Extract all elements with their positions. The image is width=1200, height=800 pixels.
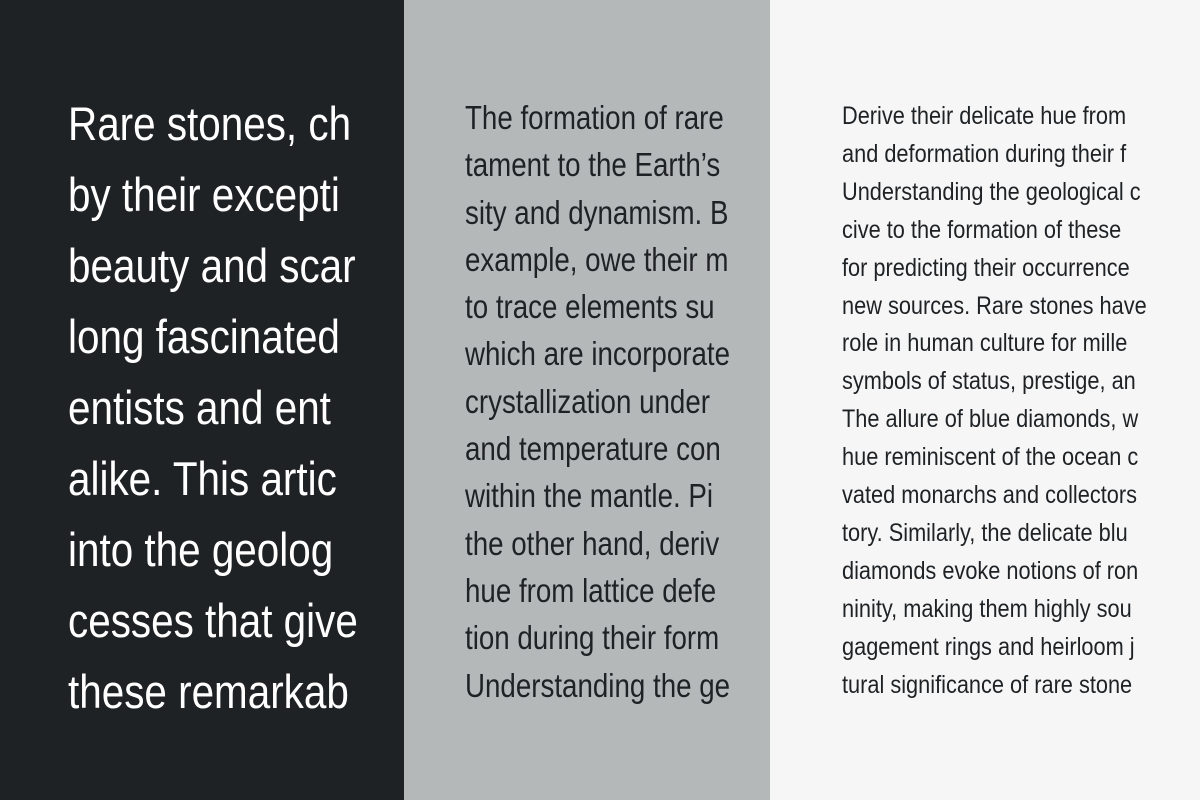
text-line: cesses that give (68, 594, 358, 647)
light-text-panel (770, 0, 1200, 800)
text-line: these remarkab (68, 665, 349, 718)
text-line: into the geolog (68, 523, 334, 576)
text-line: hue from lattice defe (465, 571, 717, 609)
text-line: the other hand, deriv (465, 524, 720, 562)
text-line: symbols of status, prestige, an (842, 367, 1136, 396)
text-line: sity and dynamism. B (465, 193, 729, 231)
text-line: example, owe their m (465, 240, 729, 278)
text-line: The allure of blue diamonds, w (842, 405, 1139, 434)
text-line: within the mantle. Pi (465, 477, 714, 515)
gray-panel-text-block (465, 94, 730, 709)
text-line: crystallization under (465, 382, 710, 420)
text-line: tory. Similarly, the delicate blu (842, 518, 1128, 547)
text-line: Derive their delicate hue from (842, 102, 1127, 130)
text-line: to trace elements su (465, 288, 715, 326)
text-line: role in human culture for mille (842, 329, 1128, 358)
text-line: for predicting their occurrence (842, 253, 1130, 282)
text-line: gagement rings and heirloom j (842, 632, 1135, 661)
text-line: new sources. Rare stones have (842, 291, 1147, 320)
text-line: Understanding the geological c (842, 177, 1141, 206)
text-line: and temperature con (465, 430, 721, 468)
gray-text-panel (404, 0, 770, 800)
text-line: by their excepti (68, 168, 340, 221)
text-line: beauty and scar (68, 239, 356, 292)
text-line: entists and ent (68, 381, 331, 434)
text-line: alike. This artic (68, 452, 337, 505)
text-line: The formation of rare (465, 99, 724, 136)
dark-text-panel (0, 0, 404, 800)
text-line: tament to the Earth’s (465, 146, 721, 184)
text-line: tion during their form (465, 619, 720, 657)
text-line: hue reminiscent of the ocean c (842, 443, 1139, 472)
text-line: long fascinated (68, 310, 340, 363)
light-panel-text-block (842, 98, 1147, 705)
text-line: ninity, making them highly sou (842, 594, 1132, 623)
text-line: Understanding the ge (465, 666, 731, 704)
text-line: which are incorporate (465, 335, 731, 373)
dark-panel-text-block (68, 88, 358, 727)
text-line: Rare stones, ch (68, 97, 352, 150)
text-line: cive to the formation of these (842, 215, 1122, 244)
text-line: and deformation during their f (842, 139, 1127, 168)
text-line: vated monarchs and collectors (842, 481, 1137, 510)
text-line: tural significance of rare stone (842, 670, 1133, 699)
text-line: diamonds evoke notions of ron (842, 556, 1139, 585)
